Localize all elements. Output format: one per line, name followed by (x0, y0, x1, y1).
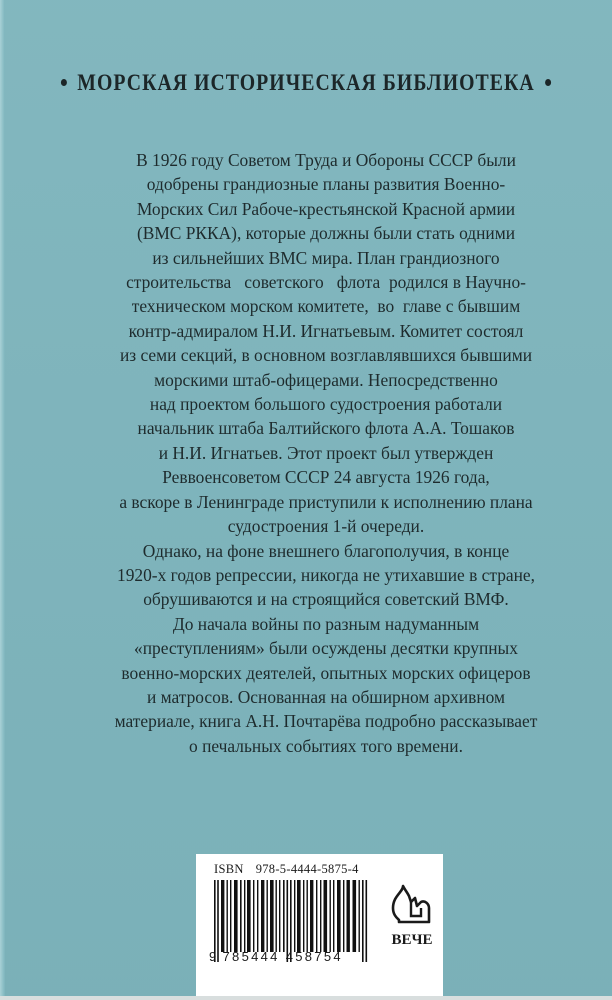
isbn-prefix: ISBN (214, 862, 244, 876)
blurb-line: До начала войны по разным надуманным (172, 613, 480, 634)
barcode-digit-first: 9 (209, 949, 219, 964)
blurb-line: из семи секций, в основном возглавлявшихся бывшими (119, 345, 533, 366)
blurb-line: «преступлениям» были осуждены десятки крупных (134, 638, 518, 659)
blurb-line: над проектом большого судостроения работали (149, 394, 503, 415)
blurb-line: техническом морском комитете, во главе с бывшим (131, 296, 521, 317)
blurb-line: морскими штаб-офицерами. Непосредственно (154, 369, 498, 390)
barcode-digits-right: 458754 (285, 949, 343, 964)
blurb-line: 1920-х годов репрессии, никогда не утихавшие в стране, (117, 564, 535, 585)
blurb-text (96, 148, 556, 758)
blurb-line: начальник штаба Балтийского флота А.А. Тошаков (137, 418, 515, 439)
bottom-edge (0, 996, 612, 1000)
isbn-number: 978-5-4444-5875-4 (255, 862, 359, 876)
blurb-line: Реввоенсоветом СССР 24 августа 1926 года, (162, 467, 490, 488)
blurb-line: строительства советского флота родился в Научно- (126, 272, 526, 293)
blurb-line: военно-морских деятелей, опытных морских офицеров (121, 662, 531, 683)
blurb-line: и матросов. Основанная на обширном архивном (146, 686, 506, 707)
blurb-line: обрушиваются и на строящийся советский ВМФ. (143, 589, 509, 610)
barcode-digits-left: 785444 (222, 949, 280, 964)
blurb-line: Однако, на фоне внешнего благополучия, в конце (142, 540, 510, 561)
publisher-name: ВЕЧЕ (391, 932, 433, 948)
blurb-line: материале, книга А.Н. Почтарёва подробно рассказывает (114, 711, 538, 732)
barcode-digits (209, 949, 343, 964)
blurb-line: а вскоре в Ленинграде приступили к исполнению плана (119, 491, 533, 512)
spine-edge (0, 0, 5, 1000)
isbn-label (214, 862, 359, 877)
series-title-text: МОРСКАЯ ИСТОРИЧЕСКАЯ БИБЛИОТЕКА (77, 70, 535, 95)
blurb-line: о печальных событиях того времени. (189, 735, 463, 756)
blurb-line: судостроения 1-й очереди. (227, 516, 425, 537)
blurb-line: (ВМС РККА), которые должны были стать одними (136, 223, 516, 244)
onion-dome-logo-icon (389, 882, 435, 954)
blurb-line: и Н.И. Игнатьев. Этот проект был утвержден (158, 442, 494, 463)
bullet-icon (61, 79, 67, 86)
bullet-icon (545, 79, 551, 86)
blurb-line: одобрены грандиозные планы развития Военно- (146, 174, 506, 195)
blurb-line: из сильнейших ВМС мира. План грандиозного (152, 247, 500, 268)
blurb-line: Морских Сил Рабоче-крестьянской Красной армии (136, 198, 516, 219)
series-title (43, 70, 569, 96)
barcode-panel (196, 854, 443, 996)
blurb-line: В 1926 году Советом Труда и Обороны СССР были (136, 150, 516, 170)
blurb-line: контр-адмиралом Н.И. Игнатьевым. Комитет состоял (128, 320, 524, 341)
